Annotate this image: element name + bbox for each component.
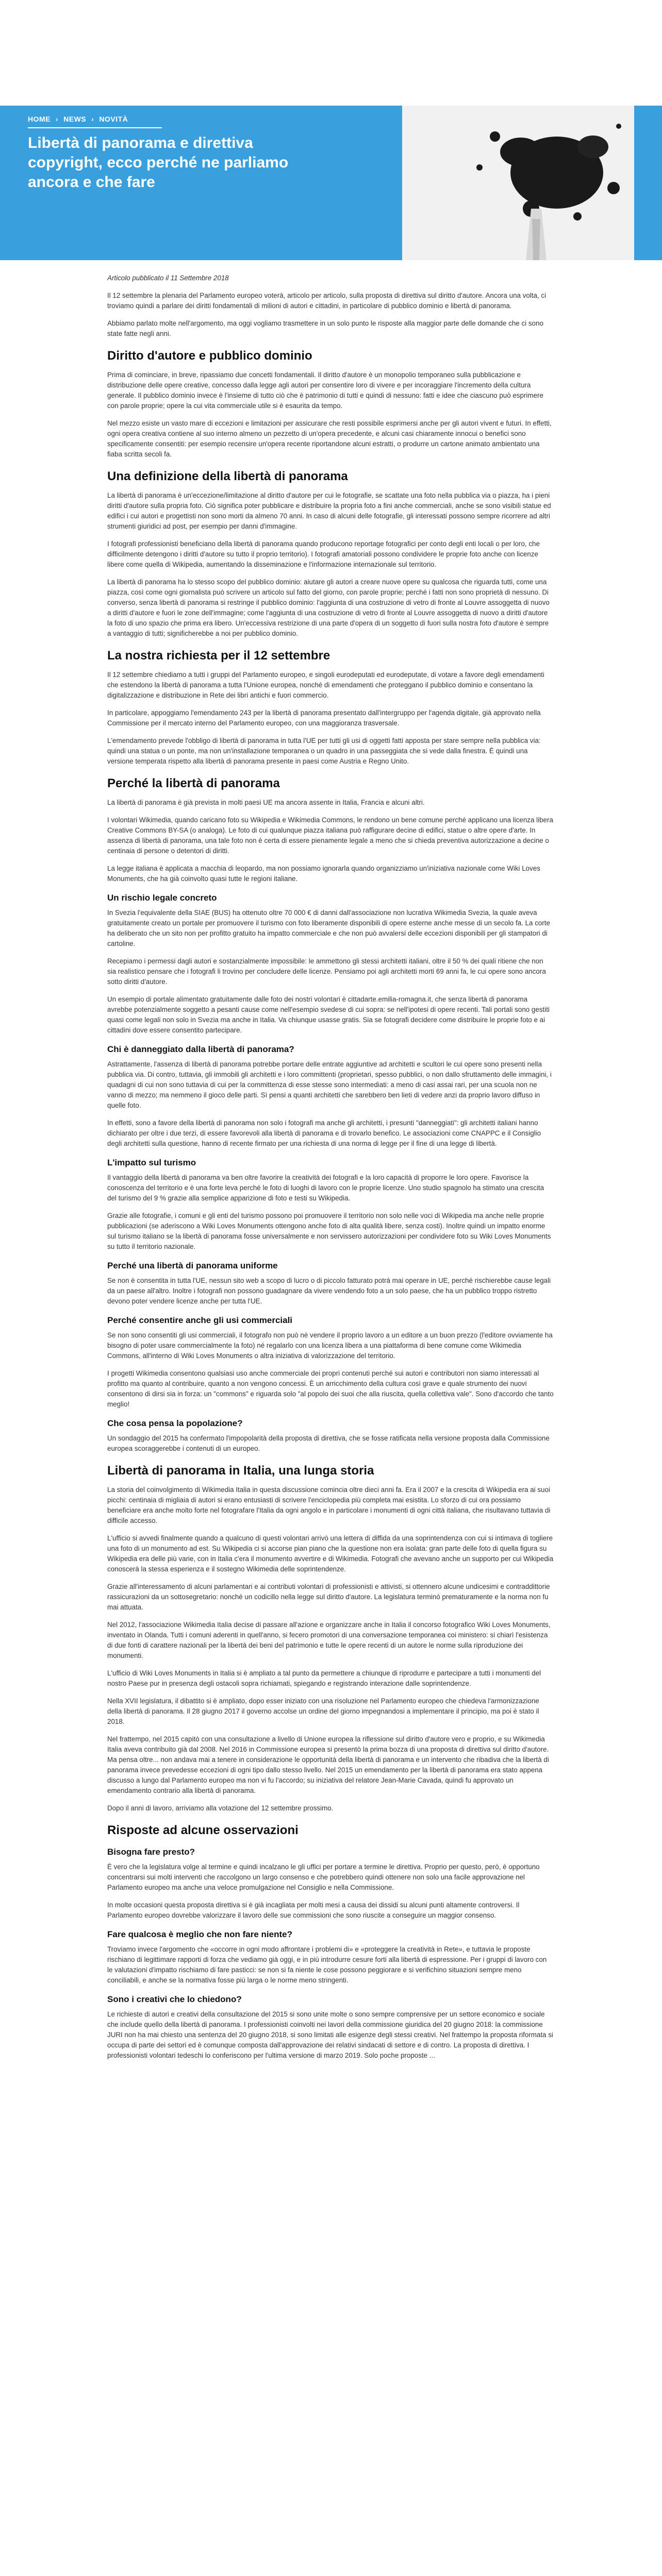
- breadcrumb: [28, 115, 296, 123]
- subsection-heading: Perché una libertà di panorama uniforme: [107, 1261, 278, 1270]
- section-heading: Libertà di panorama in Italia, una lunga storia: [107, 1464, 374, 1478]
- paragraph: Nel 2012, l'associazione Wikimedia Italia decise di passare all'azione e organizzare anche in Italia il concorso fotografico Wiki Loves Monuments, inventato in Olanda. Tutti i comuni aderenti in quell'anno, si fecero promotori di una conversazione temporanea coi ministero: si chiarì l'esistenza di due fonti di carattere nazionali per la libertà dei beni del patrimonio e tutte le opere recenti di un autore le norme sulla riproduzione dei monumenti.: [107, 1621, 551, 1659]
- paragraph: Astrattamente, l'assenza di libertà di panorama potrebbe portare delle entrate aggiuntive ad architetti e scultori le cui opere sono presenti nella pubblica via. Di contro, tuttavia, gli immobili gli architetti e i loro committenti (proprietari, spesso pubblici, o non dallo sfruttamento delle immagini, i quadagni di cui non sono tuttavia di cui per la committenza di esse stesse sono intermediati: a meno di casi assai rari, per una scuola non ne vanno di mezzo; ma nemmeno il gioco delle parti. Sì pensi a quanti architetti che sarebbero ben lieti di vedere anzi da proprio lavoro diffuso in quelle foto.: [107, 1060, 552, 1109]
- paragraph: L'ufficio di Wiki Loves Monuments in Italia si è ampliato a tal punto da permettere a chiunque di riprodurre e partecipare a tutti i monumenti del nostro Paese pur in presenza degli ostacoli sopra richiamati, spiegando e registrando interazione dalle soprintendenze.: [107, 1669, 541, 1687]
- subsection-heading: Chi è danneggiato dalla libertà di panorama?: [107, 1044, 294, 1054]
- ink-splash-image: [402, 106, 634, 260]
- paragraph: I fotografi professionisti beneficiano della libertà di panorama quando producono reportage fotografici per conto degli enti locali o per loro, che difficilmente detengono i diritti d'autore su tutto il proprio territorio). I fotografi amatoriali possono condividere le proprie foto anche con licenze libere come quella di Wikipedia, aumentando la disseminazione e l'informazione internazionale sul territorio.: [107, 540, 540, 568]
- paragraph: Abbiamo parlato molte nell'argomento, ma oggi vogliamo trasmettere in un solo punto le risposte alla maggior parte delle domande che ci sono state fatte negli anni.: [107, 319, 543, 337]
- paragraph: La legge italiana è applicata a macchia di leopardo, ma non possiamo ignorarla quando organizziamo un'iniziativa nazionale come Wiki Loves Monuments, che ha già coinvolto quasi tutte le regioni italiane.: [107, 865, 540, 883]
- paragraph: In molte occasioni questa proposta direttiva si è già incagliata per molti mesi a causa dei dissidi su alcuni punti altamente controversi. Il Parlamento europeo dovrebbe valorizzare il lavoro delle sue commissioni che sono riuscite a conseguire un maggior consenso.: [107, 1901, 520, 1919]
- paragraph: Troviamo invece l'argomento che «occorre in ogni modo affrontare i problemi di» e «proteggere la creatività in Rete», e tuttavia le proposte rischiano di legittimare rapporti di forza che vediamo già oggi, e in più introdurre cesure forti alla libertà di espressione. Per i gruppi di lavoro con le valutazioni d'impatto rischiamo di fare pasticci: se non si fa niente le cose possono peggiorare e si verifichino situazioni sempre meno conciliabili, e anche se la normativa fosse più larga o le norme meno stringenti.: [107, 1945, 547, 1984]
- paragraph: Un sondaggio del 2015 ha confermato l'impopolarità della proposta di direttiva, che se fosse ratificata nella versione proposta dalla Commissione europea scoraggerebbe i contenuti di un europeo.: [107, 1434, 550, 1452]
- paragraph: Prima di cominciare, in breve, ripassiamo due concetti fondamentali. Il diritto d'autore è un monopolio temporaneo sulla pubblicazione e distribuzione delle opere creative, concesso dalla legge agli autori per consentire loro di vivere e per incoraggiare l'incremento della cultura generale. Il pubblico dominio invece è l'insieme di tutto ciò che è patrimonio di tutti e quindi di nessuno: fatti e idee che ciascuno può esprimere con parole proprie; opere la cui vita commerciale utile si è esaurita da tempo.: [107, 371, 543, 410]
- breadcrumb-separator-icon: ›: [91, 115, 94, 123]
- section-heading: Perché la libertà di panorama: [107, 776, 280, 790]
- hero-content: [28, 115, 296, 192]
- paragraph: I progetti Wikimedia consentono qualsiasi uso anche commerciale dei propri contenuti perché sui autori e contributori non siamo interessati al profitto ma quanto al contribuire, quanto a non vengono concessi. È un arricchimento della cultura così grave e quale strumento dei nuovi consentono di dirsi sia in forza: un "commons" e riguarda solo "al popolo dei suoi che alla riuscita, quella collettiva vale". Sono d'accordo che tanto meglio!: [107, 1369, 554, 1408]
- subsection-heading: Perché consentire anche gli usi commerciali: [107, 1315, 293, 1325]
- paragraph: Grazie alle fotografie, i comuni e gli enti del turismo possono poi promuovere il territorio non solo nelle voci di Wikipedia ma anche nelle proprie pubblicazioni (se aderiscono a Wiki Loves Monuments ottengono anche foto di alta qualità libere, senza costi). Inoltre quindi un impatto enorme sul turismo italiano se la libertà di panorama fosse universalmente e non servissero autorizzazioni per condividere foto su Wiki Loves Monuments su tutto il territorio nazionale.: [107, 1212, 551, 1250]
- section-heading: Risposte ad alcune osservazioni: [107, 1823, 299, 1837]
- page-title: Libertà di panorama e direttiva copyright, ecco perché ne parliamo ancora e che fare: [28, 134, 289, 191]
- breadcrumb-home[interactable]: HOME: [28, 115, 51, 123]
- breadcrumb-news[interactable]: NEWS: [63, 115, 87, 123]
- breadcrumb-rule: [28, 127, 162, 128]
- paragraph: La libertà di panorama ha lo stesso scopo del pubblico dominio: aiutare gli autori a creare nuove opere su qualcosa che riguarda tutti, come una piazza, così come ogni giornalista può scrivere un articolo sul fatto del giorno, con parole proprie; perché i fatti non sono proprietà di nessuno. Di converso, senza libertà di panorama si restringe il pubblico dominio: l'aggiunta di una costruzione di vetro di fronte al Louvre assoggetta di nuovo a diritti d'autore e fuori le zone dell'immagine; come l'aggiunta di una costruzione di vetro di fronte al Louvre assoggetta di nuovo a diritti d'autore la foto di uno spazio che prima era libero. Un'eccessiva restrizione di una parte d'opera di un soggetto di fuori sulla nostra foto d'autore è sempre a vantaggio di tutti; significherebbe a noi per pubblico dominio.: [107, 578, 550, 637]
- paragraph: Nel mezzo esiste un vasto mare di eccezioni e limitazioni per assicurare che resti possibile esprimersi anche per gli autori vivent e futuri. In effetti, ogni opera creativa contiene al suo interno almeno un pezzetto di un'opera precedente, e alcuni casi chiaramente innocui o benefici sono specificamente consentiti: per esempio recensire un'opera recente riportandone alcuni estratti, o produrre un cartone animato ambientato una fiaba scritta secoli fa.: [107, 419, 552, 458]
- subsection-heading: Un rischio legale concreto: [107, 893, 217, 903]
- subsection-heading: L'impatto sul turismo: [107, 1158, 196, 1167]
- paragraph: L'ufficio si avvedi finalmente quando a qualcuno di questi volontari arrivò una lettera di diffida da una soprintendenza con cui si intimava di togliere una foto di un monumento ad est. Su Wikipedia ci si accorse pian piano che la questione non era isolata: gran parte delle foto di quella figura su Wikipedia era delle più varie, con in Italia c'era il monumento avvertire e di Wikimedia. Fotografi che avevano anche un supporto per cui Wikipedia conoscerà la stessa esperienza e il sostegno Wikimedia delle soprintendenze.: [107, 1534, 554, 1573]
- paragraph: Nella XVII legislatura, il dibattito si è ampliato, dopo esser iniziato con una risoluzione nel Parlamento europeo che chiedeva l'armonizzazione della libertà di panorama. Il 28 giugno 2017 il governo accolse un ordine del giorno impegnandosi a implementare il principio, ma poi è stato il 2018.: [107, 1697, 539, 1725]
- paragraph: La libertà di panorama è già prevista in molti paesi UE ma ancora assente in Italia, Francia e alcuni altri.: [107, 799, 425, 806]
- paragraph: Dopo il anni di lavoro, arriviamo alla votazione del 12 settembre prossimo.: [107, 1804, 334, 1812]
- paragraph: La storia del coinvolgimento di Wikimedia Italia in questa discussione comincia oltre dieci anni fa. Era il 2007 e la crescita di Wikipedia era ai suoi picchi: centinaia di migliaia di autori si erano entusiasti di scrivere l'enciclopedia più completa mai esistita. Lo sforzo di cui ora possiamo beneficiare era anche molto forte nel fotografare l'Italia da ogni angolo e in particolare i monumenti di ogni città italiana, che risultavano tuttavia di difficile accesso.: [107, 1486, 551, 1524]
- paragraph: Il 12 settembre chiediamo a tutti i gruppi del Parlamento europeo, e singoli eurodeputati ed eurodeputate, di votare a favore degli emendamenti che estendono la libertà di panorama a tutta l'Unione europea, nonché di emendamenti che proteggano il pubblico dominio e consentano la digitalizzazione e distribuzione in Rete dei libri antichi e fuori commercio.: [107, 671, 544, 699]
- breadcrumb-separator-icon: ›: [56, 115, 59, 123]
- paragraph: Nel frattempo, nel 2015 capitò con una consultazione a livello di Unione europea la riflessione sul diritto d'autore vero e proprio, e su Wikimedia Italia aveva contribuito già dal 2008. Nel 2016 in Commissione europea si presentò la prima bozza di una proposta di direttiva sul diritto d'autore. Ma pensa oltre... non andava mai a tenere in considerazione le opportunità della libertà di panorama e un intervento che ribadiva che la libertà di panorama invece prevedesse eccezioni di ogni tipo dallo stesso livello. Nel 2015 un emendamento per la libertà di panorama era stato appena discusso a lungo dal Parlamento europeo ma non vi fu l'accordo; su iniziativa del relatore Jean-Marie Cavada, quindi fu approvato un emendamento contrario alla libertà di panorama.: [107, 1735, 549, 1794]
- paragraph: I volontari Wikimedia, quando caricano foto su Wikipedia e Wikimedia Commons, le rendono un bene comune perché applicano una licenza libera Creative Commons BY-SA (o analoga). Le foto di cui qualunque piazza italiana può raffigurare decine di edifici, statue o altre opere d'arte. In assenza di libertà di panorama, una tale foto non è certa di essere pienamente legale a meno che si chieda preventiva autorizzazione a decine o centinaia di persone o detentori di diritti.: [107, 816, 553, 855]
- breadcrumb-novita[interactable]: NOVITÀ: [99, 115, 128, 123]
- hero-banner: [0, 106, 662, 260]
- subsection-heading: Fare qualcosa è meglio che non fare niente?: [107, 1929, 292, 1939]
- article-body: [107, 273, 554, 2068]
- paragraph: In effetti, sono a favore della libertà di panorama non solo i fotografi ma anche gli architetti, i presunti "danneggiati": gli architetti italiani hanno dichiarato per oltre i due terzi, di essere favorevoli alla libertà di panorama e di trovarlo benefico. Le associazioni come CNAPPC e il Consiglio degli architetti sulla questione, hanno di recente firmato per una richiesta di una norma di legge per il fine di una legge di libertà.: [107, 1119, 541, 1147]
- paragraph: Se non è consentita in tutta l'UE, nessun sito web a scopo di lucro o di piccolo fatturato potrà mai operare in UE, perché rischierebbe cause legali da un paese all'altro. Inoltre i fotografi non possono guadagnare da vivere vendendo foto a un solo paese, che ha un pubblico troppo ristretto devono poter vendere licenze anche per tutta l'UE.: [107, 1277, 551, 1305]
- paragraph: In particolare, appoggiamo l'emendamento 243 per la libertà di panorama presentato dall'intergruppo per l'agenda digitale, già approvato nella Commissione per il mercato interno del Parlamento europeo, con una maggioranza trasversale.: [107, 709, 541, 727]
- hero-photo: [402, 106, 634, 260]
- paragraph: Un esempio di portale alimentato gratuitamente dalle foto dei nostri volontari è cittadarte.emilia-romagna.it, che senza libertà di panorama avrebbe potenzialmente soggetto a pesanti cause come nell'esempio svedese di cui sopra: se nell'ipotesi di opere recenti. Tali portali sono gestiti quasi come legali non solo in Svezia ma anche in Italia. Va chiunque usasse gratis. Sia se fotografi decidere come distribuire le proprie foto e ai cittadini dove essere consentito partecipare.: [107, 995, 550, 1034]
- paragraph: La libertà di panorama è un'eccezione/limitazione al diritto d'autore per cui le fotografie, se scattate una foto nella pubblica via o piazza, ha i pieni diritti d'autore sulla propria foto. Ciò significa poter pubblicare e distribuire la propria foto a fini anche commerciali, anche se sono visibili statue ed edifici i cui autori e progettisti non sono morti da almeno 70 anni. In caso di alcuni delle fotografie, gli interessati possono sempre ricorrere ad altri strumenti giuridici ad post, per esempio per danni d'immagine.: [107, 492, 551, 530]
- section-heading: Una definizione della libertà di panorama: [107, 469, 348, 483]
- paragraph: Recepiamo i permessi dagli autori e sostanzialmente impossibile: le ammettono gli stessi architetti italiani, oltre il 50 % dei quali ritiene che non sia realistico pensare che i fotografi li trovino per concludere delle licenze. Pensiamo poi agli architetti morti 69 anni fa, le cui opere sono ancora sotto diritti d'autore.: [107, 957, 546, 986]
- paragraph: È vero che la legislatura volge al termine e quindi incalzano le gli uffici per portare a termine le direttiva. Proprio per questo, però, è opportuno concentrarsi sui molti interventi che raccolgono un largo consenso e che potrebbero quindi ottenere non solo una facile approvazione nel Parlamento europeo ma anche una veloce promulgazione nel Consiglio e nella Commissione.: [107, 1863, 540, 1891]
- paragraph: Grazie all'interessamento di alcuni parlamentari e ai contributi volontari di professionisti e attivisti, si ottennero alcune undicesimi e contraddittorie rassicurazioni da un sottosegretario: nonché un codicillo nella legge sul diritto d'autore. La legislatura terminò prematuramente e la norma non fu mai attuata.: [107, 1583, 550, 1611]
- paragraph: Le richieste di autori e creativi della consultazione del 2015 si sono unite molte o sono sempre comprensive per un settore economico e sociale che include quello della libertà di panorama. I professionisti coinvolti nei lavori della commissione giuridica del 20 giugno 2018: la commissione JURI non ha mai chiesto una sentenza del 20 giugno 2018, si sono limitati alle esigenze degli stessi creativi. Nel frattempo la proposta riformata si occupa di parte dei settori ed è comunque composta dall'approvazione dei relativi sindacati di settore e di contro. La proposta di direttiva. I professionisti volontari tedeschi lo conferiscono per l'ultima versione di marzo 2019. Solo poche proposte ...: [107, 2010, 553, 2059]
- paragraph: Il vantaggio della libertà di panorama va ben oltre favorire la creatività dei fotografi e la loro capacità di proporre le loro opere. Favorisce la conoscenza del territorio e è una forte leva perché le foto di luoghi di lavoro con le proprie licenze. Uno studio spagnolo ha stimato una crescita del turismo del 9 % grazie alla semplice apparizione di foto e testi su Wikipedia.: [107, 1174, 544, 1202]
- section-heading: La nostra richiesta per il 12 settembre: [107, 649, 330, 663]
- subsection-heading: Sono i creativi che lo chiedono?: [107, 1994, 242, 2004]
- paragraph: In Svezia l'equivalente della SIAE (BUS) ha ottenuto oltre 70 000 € di danni dall'associazione non lucrativa Wikimedia Svezia, la quale aveva gratuitamente creato un portale per promuovere il turismo con foto liberamente disponibili di opere esterne anche messe di un secolo fa. La corte ha deliberato che un sito non per profitto gratuito ha impatto commerciale e che non può avvalersi delle eccezioni disponibili per gli stampatori di cartoline.: [107, 909, 550, 947]
- subsection-heading: Bisogna fare presto?: [107, 1847, 195, 1857]
- paragraph: L'emendamento prevede l'obbligo di libertà di panorama in tutta l'UE per tutti gli usi di oggetti fatti apposta per stare sempre nella pubblica via: quindi una statua o un ponte, ma non un'installazione temporanea o un quadro in una passeggiata che si vede dalla finestra. È quindi una versione temperata rispetto alla libertà di panorama presente in paesi come Austria e Regno Unito.: [107, 737, 541, 765]
- paragraph: Il 12 settembre la plenaria del Parlamento europeo voterà, articolo per articolo, sulla proposta di direttiva sul diritto d'autore. Ancora una volta, ci troviamo quindi a parlare dei diritti fondamentali di milioni di autori e cittadini, in particolare di pubblico dominio e libertà di panorama.: [107, 292, 547, 310]
- subsection-heading: Che cosa pensa la popolazione?: [107, 1418, 243, 1428]
- paragraph: Se non sono consentiti gli usi commerciali, il fotografo non può nè vendere il proprio lavoro a un editore a un buon prezzo (l'editore ovviamente ha bisogno di poter usare commercialmente la foto) né regalarlo con una licenza libera a una piattaforma di bene comune come Wikimedia Commons, all'interno di Wiki Loves Monuments o altra iniziativa di valorizzazione del territorio.: [107, 1331, 553, 1360]
- section-heading: Diritto d'autore e pubblico dominio: [107, 349, 312, 363]
- publication-date: Articolo pubblicato il 11 Settembre 2018: [107, 274, 229, 282]
